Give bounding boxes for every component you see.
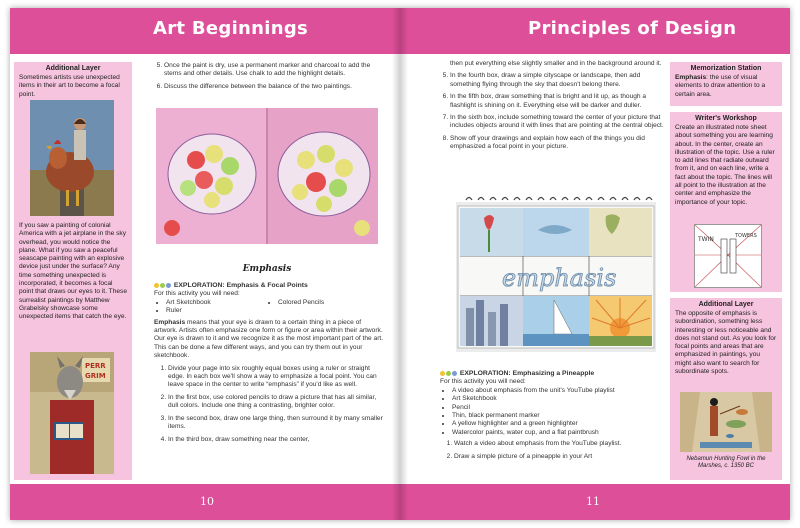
right-page-footer xyxy=(400,484,790,520)
memorization-definition: : the use of visual elements to draw attention to a certain area. xyxy=(675,74,766,98)
memorization-station-box xyxy=(670,62,782,106)
step-2-first-box: 2. In the first box, use colored pencils to draw a picture that has all similar, dull colors. Include one thing a contrasting, brighter color. xyxy=(168,394,386,411)
exploration-emphasis-title: EXPLORATION: Emphasis & Focal Points xyxy=(173,282,308,289)
emphasis-term: Emphasis xyxy=(154,318,186,326)
book-spread xyxy=(10,8,790,520)
step-5-paint-dry: 5. Once the paint is dry, use a permanent marker and charcoal to add the stems and other details. Use chalk to add the highlight details. xyxy=(164,62,384,79)
sketch-word-text: emphasis xyxy=(502,264,617,292)
emphasis-sketchbook-image xyxy=(456,196,656,352)
sidebar-intro: Sometimes artists use unexpected items in their art to become a focal point. xyxy=(19,74,120,98)
supply-item: • A video about emphasis from the unit's YouTube playlist xyxy=(452,387,666,395)
left-exploration-block xyxy=(154,282,386,448)
right-page-banner xyxy=(400,8,790,54)
supply-item: • Art Sketchbook xyxy=(452,395,666,403)
step-5-fourth-box: 5. In the fourth box, draw a simple cityscape or landscape, then add something flying through the sky that doesn't belong there. xyxy=(450,72,668,89)
left-page-footer xyxy=(10,484,400,520)
step-3-second-box: 3. In the second box, draw one large thing, then surround it by many smaller items. xyxy=(168,415,386,432)
step-7-sixth-box: 7. In the sixth box, include something toward the center of your picture that includes objects around it with lines that are pointing at the central object. xyxy=(450,114,668,131)
green-dot-icon xyxy=(446,371,451,376)
pineapple-supplies-list xyxy=(440,387,666,437)
right-exploration-block xyxy=(440,370,666,465)
left-page xyxy=(10,8,400,520)
left-top-steps xyxy=(150,62,384,95)
supply-item: • Colored Pencils xyxy=(278,299,324,307)
right-page-title: Principles of Design xyxy=(528,18,737,39)
writers-workshop-text: Create an illustrated note sheet about something you are learning about. In the center, create an illustration of the topic. Use a ruler to add lines that radiate outward from it, and on each line, write a fact about the topic. The lines will all point to the illustration at the center and emphasize the importance of your topic. xyxy=(675,124,775,206)
step-4-third-box: 4. In the third box, draw something near the center, xyxy=(168,436,386,444)
sidebar-body: If you saw a painting of colonial America with a jet airplane in the sky overhead, you would notice the plane. What if you saw a peaceful seascape painting with an explosive device just under the surface? Any time something unexpected is incorporated, it becomes a focal point that draws our eyes to it. These surrealist paintings by Matthew Grabelsky showcase some unexpected items that catch the eye. xyxy=(19,222,128,321)
step-2-draw-pineapple: 2. Draw a simple picture of a pineapple in your Art xyxy=(454,453,666,461)
right-steps-block xyxy=(436,60,668,156)
step-8-show-off: 8. Show off your drawings and explain how each of the things you did emphasized a focal point in your picture. xyxy=(450,135,668,152)
memorization-text xyxy=(670,74,782,99)
towers-label: TOWERS xyxy=(735,233,757,239)
emphasis-definition: means that your eye is drawn to a certain thing in a piece of artwork. Artists often emphasize one form or figure or area within their artwork. Our eye is drawn to it and we recognize it as the most important part of the art. This can be done a few different ways, and you can try them out in your sketchbook. xyxy=(154,318,384,360)
apple-paintings-image xyxy=(156,108,378,244)
exploration-pineapple-title-row xyxy=(440,370,666,378)
supply-item: • A yellow highlighter and a green highlighter xyxy=(452,420,666,428)
twin-towers-note-image xyxy=(694,224,762,288)
continued-step: then put everything else slightly smaller and in the background around it. xyxy=(450,60,662,67)
green-dot-icon xyxy=(160,283,165,288)
needs-line: For this activity you will need: xyxy=(154,290,240,298)
step-6-fifth-box: 6. In the fifth box, draw something that is bright and lit up, as though a flashlight is shining on it. Everything else will be darker and duller. xyxy=(450,93,668,110)
supply-item: • Art Sketchbook xyxy=(166,299,266,307)
nebamun-painting-image xyxy=(680,392,772,452)
supply-item: • Pencil xyxy=(452,404,666,412)
twin-label: TWIN xyxy=(698,236,714,243)
needs-line: For this activity you will need: xyxy=(440,378,526,386)
nebamun-caption: Nebamun Hunting Fowl in the Marshes, c. 1350 BC xyxy=(686,456,766,469)
svg-text:PERR: PERR xyxy=(85,362,106,370)
writers-workshop-box xyxy=(670,112,782,292)
supplies-list xyxy=(154,299,386,319)
left-page-number: 10 xyxy=(200,495,214,508)
memorization-term: Emphasis xyxy=(675,74,707,81)
step-1-watch-video: 1. Watch a video about emphasis from the YouTube playlist. xyxy=(454,440,666,448)
yellow-dot-icon xyxy=(440,371,445,376)
emphasis-section-heading: Emphasis xyxy=(242,264,292,274)
surreal-painting-wolf-reader xyxy=(30,352,114,474)
surreal-painting-chicken xyxy=(30,100,114,216)
step-1-divide-page: 1. Divide your page into six roughly equal boxes using a ruler or straight edge. In each box we'll show a way to emphasize a focal point. You can leave space in the center to write “emphasis” if you'd like as well. xyxy=(168,365,386,390)
yellow-dot-icon xyxy=(154,283,159,288)
emphasis-definition-paragraph xyxy=(154,319,386,361)
additional-layer-right-heading: Additional Layer xyxy=(698,301,754,308)
additional-layer-right-box xyxy=(670,298,782,480)
right-page xyxy=(400,8,790,520)
step-6-discuss-balance: 6. Discuss the difference between the balance of the two paintings. xyxy=(164,83,384,91)
supply-item: • Watercolor paints, water cup, and a flat paintbrush xyxy=(452,429,666,437)
supply-item: • Ruler xyxy=(166,307,266,315)
blue-dot-icon xyxy=(166,283,171,288)
exploration-pineapple-title: EXPLORATION: Emphasizing a Pineapple xyxy=(459,370,595,377)
svg-text:GRIM: GRIM xyxy=(85,372,106,380)
exploration-emphasis-title-row xyxy=(154,282,386,290)
right-page-number: 11 xyxy=(586,495,600,508)
left-page-title: Art Beginnings xyxy=(153,18,309,39)
sidebar-heading: Additional Layer xyxy=(45,65,101,72)
left-page-banner xyxy=(10,8,400,54)
writers-workshop-heading: Writer's Workshop xyxy=(695,115,757,122)
supply-item: • Thin, black permanent marker xyxy=(452,412,666,420)
memorization-heading: Memorization Station xyxy=(690,65,762,72)
additional-layer-sidebar xyxy=(14,62,132,480)
blue-dot-icon xyxy=(452,371,457,376)
additional-layer-right-text: The opposite of emphasis is subordination, something less interesting or less noticeable and does not stand out. As you look for focal points and areas that are emphasized in paintings, you might also want to search for subordinate spots. xyxy=(675,310,777,376)
